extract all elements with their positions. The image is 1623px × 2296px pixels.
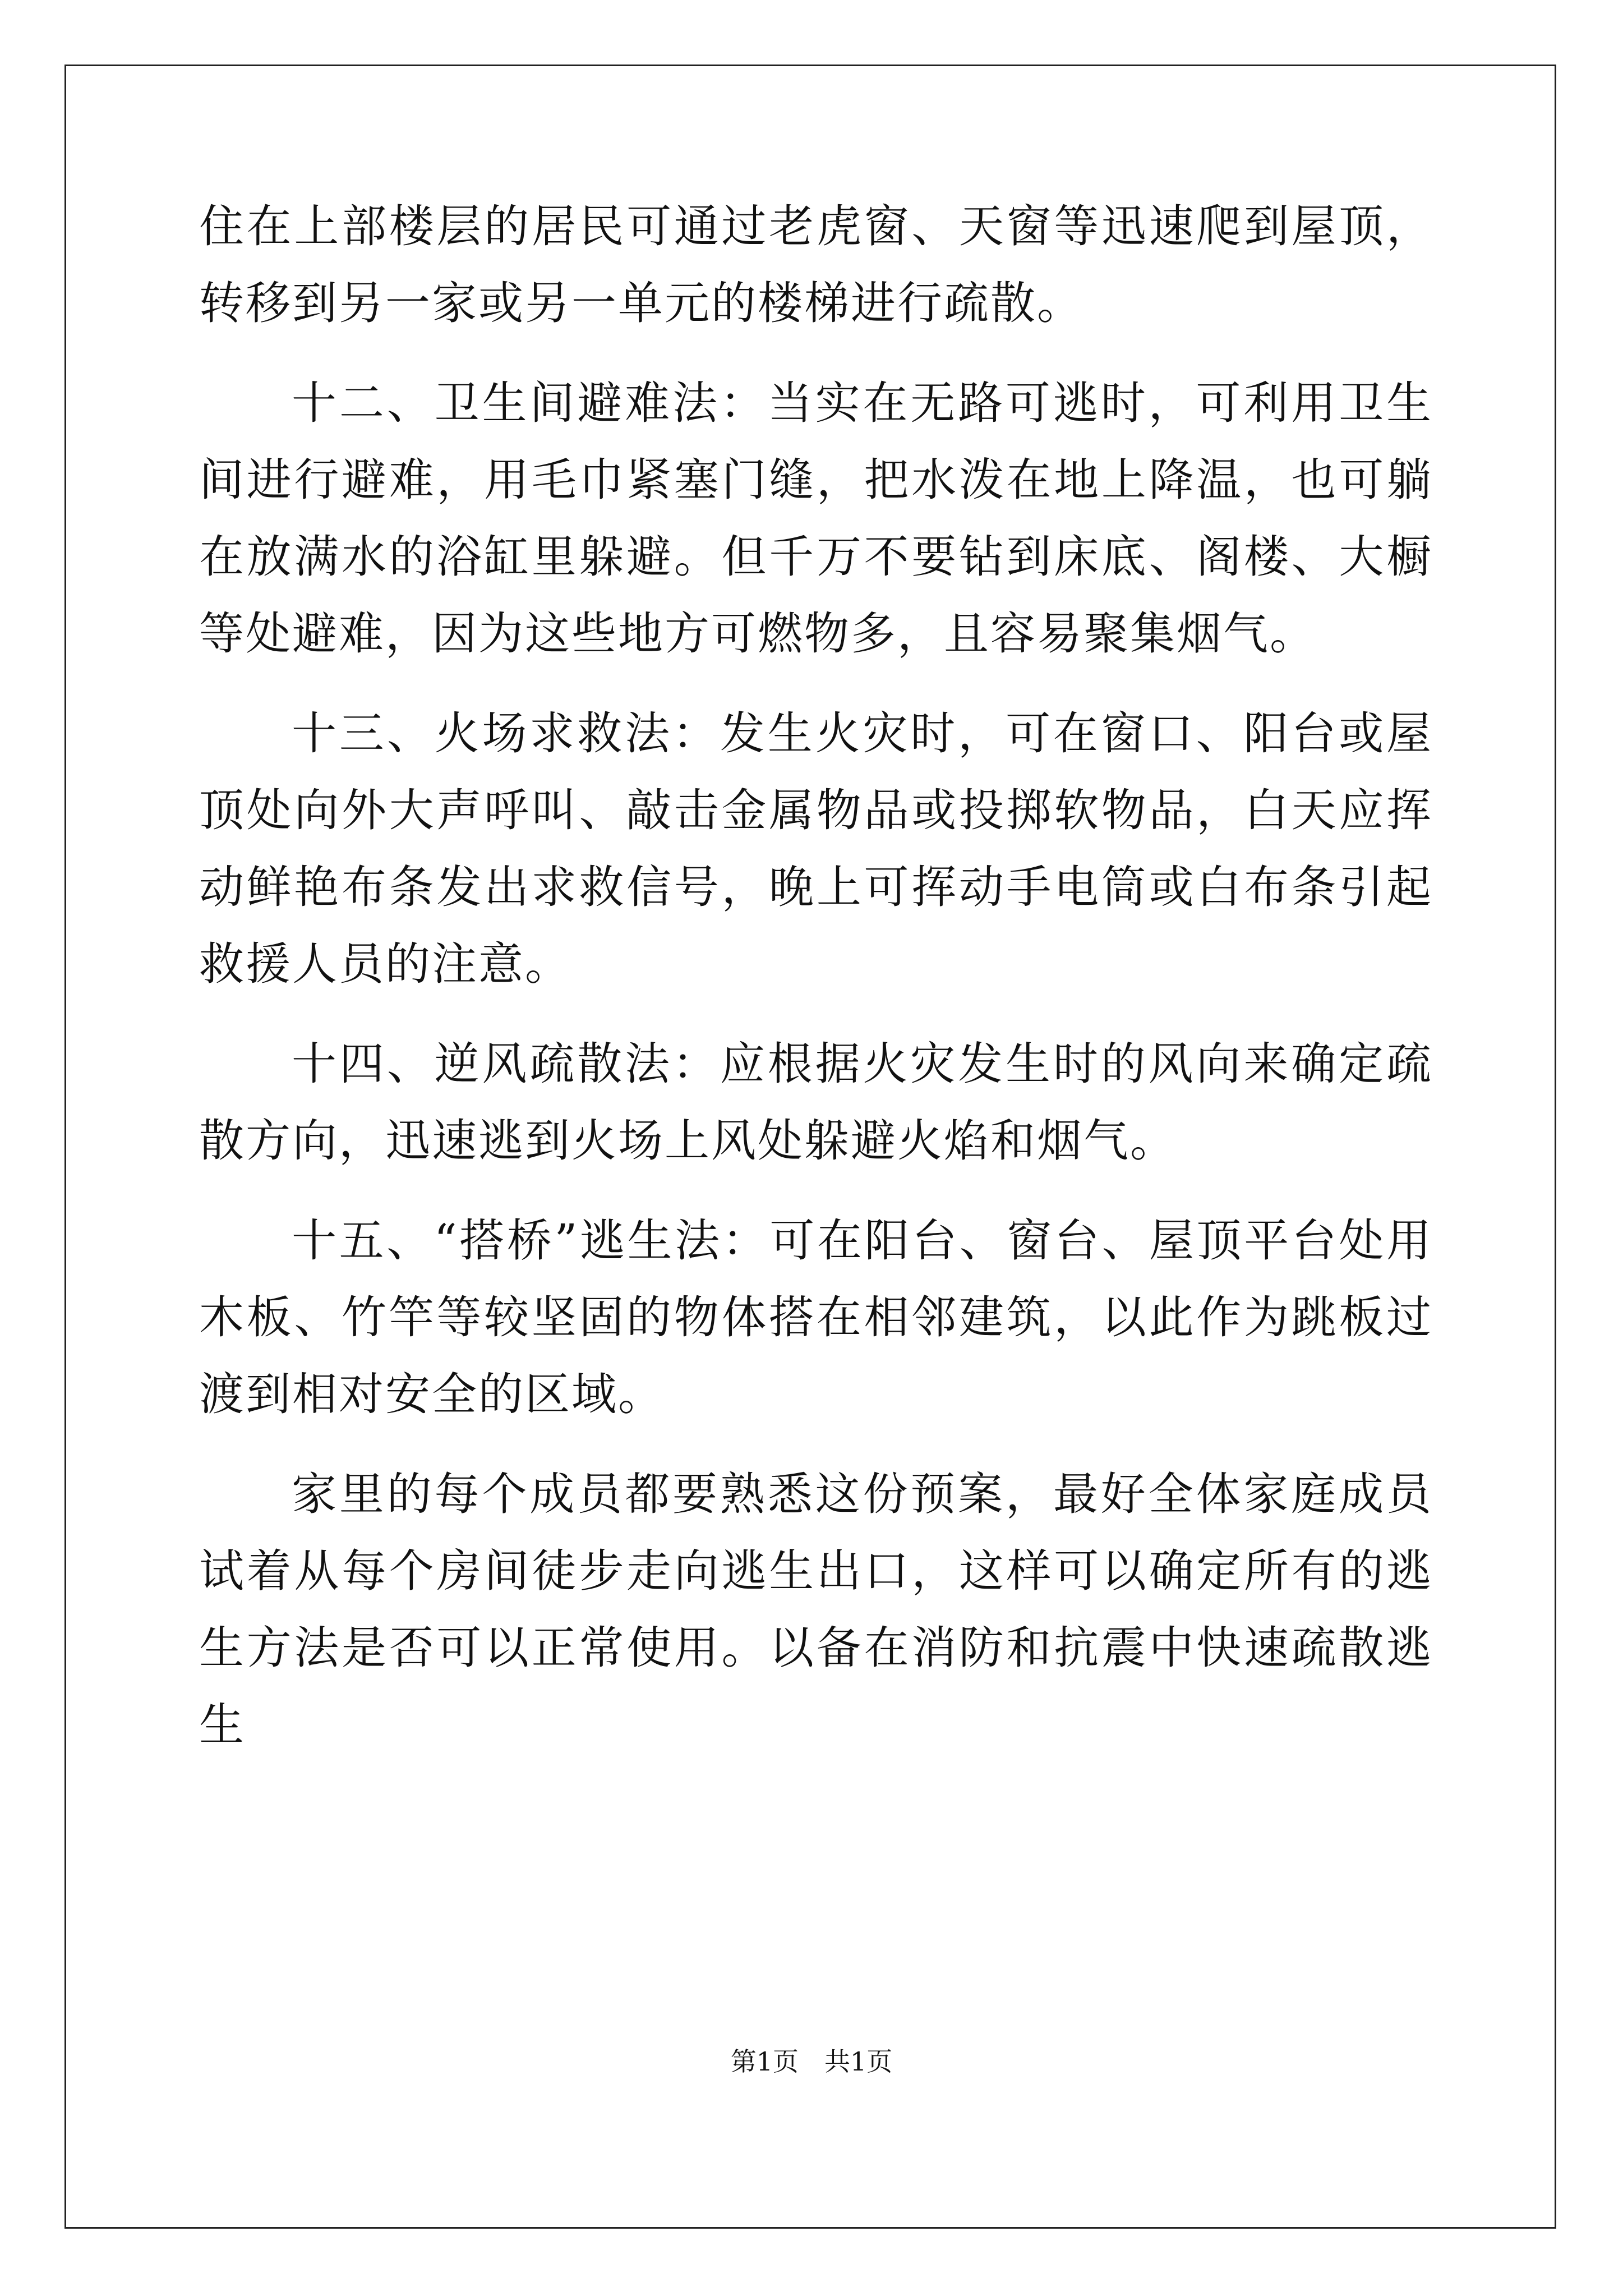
document-body <box>199 188 1433 1763</box>
paragraph-call-for-help: 十三、火场求救法：发生火灾时，可在窗口、阳台或屋顶处向外大声呼叫、敲击金属物品或投掷软物品，白天应挥动鲜艳布条发出求救信号，晚上可挥动手电筒或白布条引起救援人员的注意。 <box>199 707 1433 990</box>
page-number-footer: 第1页 共1页 <box>730 2046 893 2077</box>
paragraph-upwind-evacuation: 十四、逆风疏散法：应根据火灾发生时的风向来确定疏散方向，迅速逃到火场上风处躲避火焰和烟气。 <box>199 1038 1433 1167</box>
paragraph-family-drill: 家里的每个成员都要熟悉这份预案，最好全体家庭成员试着从每个房间徒步走向逃生出口，这样可以确定所有的逃生方法是否可以正常使用。以备在消防和抗震中快速疏散逃生 <box>199 1468 1433 1751</box>
paragraph-continuation: 住在上部楼层的居民可通过老虎窗、天窗等迅速爬到屋顶，转移到另一家或另一单元的楼梯进行疏散。 <box>199 200 1433 329</box>
paragraph-bridge-escape: 十五、“搭桥”逃生法：可在阳台、窗台、屋顶平台处用木板、竹竿等较坚固的物体搭在相邻建筑，以此作为跳板过渡到相对安全的区域。 <box>199 1214 1433 1420</box>
paragraph-bathroom-refuge: 十二、卫生间避难法：当实在无路可逃时，可利用卫生间进行避难，用毛巾紧塞门缝，把水泼在地上降温，也可躺在放满水的浴缸里躲避。但千万不要钻到床底、阁楼、大橱等处避难，因为这些地方可燃物多，且容易聚集烟气。 <box>199 377 1433 660</box>
